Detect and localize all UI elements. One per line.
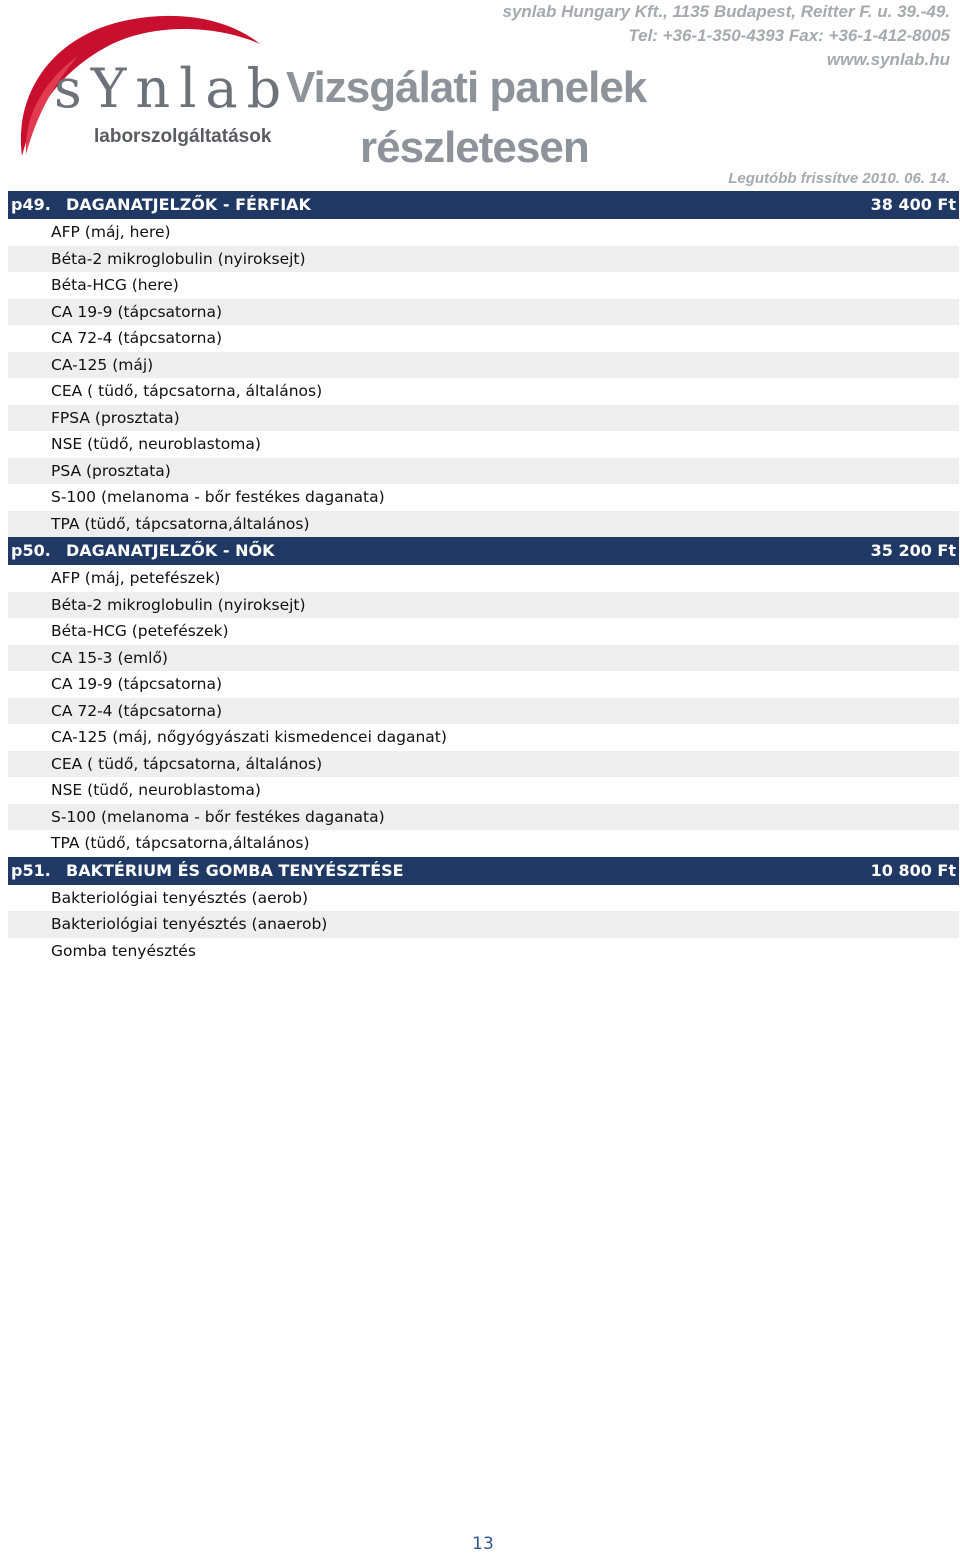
panel-name: DAGANATJELZŐK - NŐK [66, 541, 275, 560]
test-row: S-100 (melanoma - bőr festékes daganata) [51, 488, 385, 506]
page-title [286, 58, 686, 178]
test-row: Gomba tenyésztés [51, 941, 196, 960]
page-number: 13 [472, 1534, 494, 1554]
company-phone-fax: Tel: +36-1-350-4393 Fax: +36-1-412-8005 [628, 26, 950, 45]
test-row: AFP (máj, petefészek) [51, 569, 221, 587]
test-row: CEA ( tüdő, tápcsatorna, általános) [51, 382, 323, 400]
test-row: Béta-2 mikroglobulin (nyiroksejt) [8, 592, 959, 619]
test-row: CA-125 (máj) [8, 352, 959, 379]
test-row: CA-125 (máj, nőgyógyászati kismedencei daganat) [51, 728, 447, 746]
logo-tagline: laborszolgáltatások [94, 126, 272, 147]
panel-p49 [8, 191, 959, 537]
test-row: Bakteriológiai tenyésztés (anaerob) [8, 911, 959, 938]
test-row: CA 15-3 (emlő) [8, 645, 959, 672]
test-row: TPA (tüdő, tápcsatorna,általános) [8, 511, 959, 538]
test-row: TPA (tüdő, tápcsatorna,általános) [51, 834, 310, 852]
test-row: Béta-2 mikroglobulin (nyiroksejt) [8, 246, 959, 273]
test-row: Béta-HCG (here) [51, 276, 179, 294]
last-updated-note: Legutóbb frissítve 2010. 06. 14. [728, 170, 950, 187]
panel-p51 [8, 857, 959, 965]
panel-code: p49. [11, 195, 51, 214]
test-row: Béta-HCG (petefészek) [51, 622, 229, 640]
panel-list [8, 191, 959, 964]
panel-price: 10 800 Ft [870, 860, 956, 880]
panel-p50 [8, 537, 959, 857]
panel-code: p50. [11, 541, 51, 560]
test-row: CEA ( tüdő, tápcsatorna, általános) [8, 751, 959, 778]
test-row: Bakteriológiai tenyésztés (aerob) [51, 888, 309, 907]
test-row: FPSA (prosztata) [8, 405, 959, 432]
test-row: CA 72-4 (tápcsatorna) [51, 329, 223, 347]
logo-wordmark: sYnlab [54, 57, 291, 120]
panel-name: BAKTÉRIUM ÉS GOMBA TENYÉSZTÉSE [66, 860, 404, 880]
test-row: AFP (máj, here) [51, 223, 171, 241]
test-row: NSE (tüdő, neuroblastoma) [51, 781, 261, 799]
company-website-link[interactable]: www.synlab.hu [826, 50, 950, 69]
panel-price: 38 400 Ft [870, 195, 956, 214]
panel-price: 35 200 Ft [870, 541, 956, 560]
test-row: NSE (tüdő, neuroblastoma) [51, 435, 261, 453]
panel-header [8, 857, 959, 885]
test-row: CA 72-4 (tápcsatorna) [8, 698, 959, 725]
panel-header [8, 191, 959, 219]
synlab-logo [8, 8, 291, 168]
title-line-2: részletesen [360, 123, 589, 172]
panel-header [8, 537, 959, 565]
company-address: synlab Hungary Kft., 1135 Budapest, Reitter F. u. 39.-49. [502, 2, 950, 21]
test-row: PSA (prosztata) [8, 458, 959, 485]
title-line-1: Vizsgálati panelek [286, 63, 647, 112]
panel-code: p51. [11, 860, 51, 880]
test-row: S-100 (melanoma - bőr festékes daganata) [8, 804, 959, 831]
test-row: CA 19-9 (tápcsatorna) [8, 299, 959, 326]
panel-name: DAGANATJELZŐK - FÉRFIAK [66, 195, 311, 214]
company-info [503, 0, 950, 72]
test-row: CA 19-9 (tápcsatorna) [51, 675, 223, 693]
